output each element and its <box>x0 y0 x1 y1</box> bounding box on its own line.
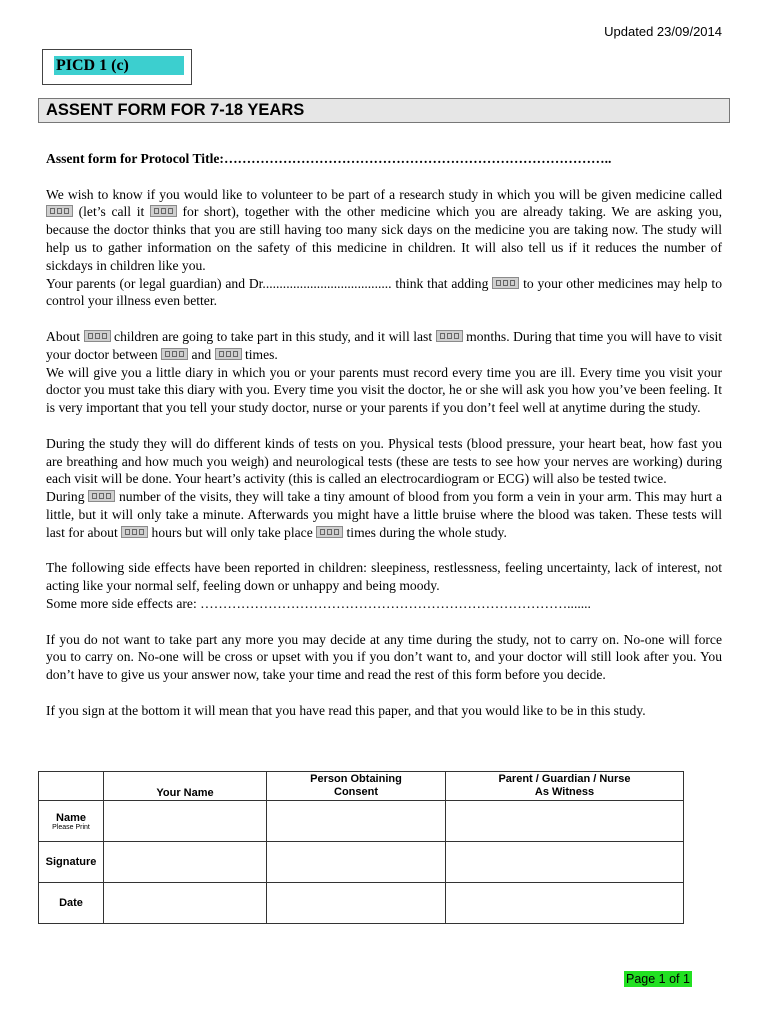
visits-max-field[interactable] <box>215 348 242 360</box>
paragraph-parents: Your parents (or legal guardian) and Dr...................................... think that adding to your other medicines may help to control your illness even better. <box>46 275 722 309</box>
added-medicine-field[interactable] <box>492 277 519 289</box>
updated-date: Updated 23/09/2014 <box>604 24 722 39</box>
col-your-name: Your Name <box>104 772 267 801</box>
visits-min-field[interactable] <box>161 348 188 360</box>
paragraph-more-side-effects: Some more side effects are: ………………………………………………………………………....... <box>46 595 591 611</box>
form-title: ASSENT FORM FOR 7-18 YEARS <box>38 98 730 123</box>
medicine-name-field[interactable] <box>46 205 73 217</box>
row-label-date: Date <box>39 883 104 924</box>
blood-visits-field[interactable] <box>88 490 115 502</box>
consenter-date-input[interactable] <box>267 883 446 924</box>
consenter-signature-input[interactable] <box>267 842 446 883</box>
witness-name-input[interactable] <box>446 801 684 842</box>
paragraph-participants: About children are going to take part in this study, and it will last months. During that time you will have to visit your doctor between and times. <box>46 328 722 362</box>
row-label-name: Name Please Print <box>39 801 104 842</box>
paragraph-blood: During number of the visits, they will take a tiny amount of blood from you form a vein in your arm. This may hurt a little, but it will only take a minute. Afterwards you might have a little bruise where the blood was taken. These tests will last for about hours but will only take place times during the whole study. <box>46 489 722 540</box>
your-signature-input[interactable] <box>104 842 267 883</box>
witness-signature-input[interactable] <box>446 842 684 883</box>
form-code: PICD 1 (c) <box>54 56 184 75</box>
paragraph-side-effects: The following side effects have been reported in children: sleepiness, restlessness, feeling uncertainty, lack of interest, not acting like your normal self, feeling down or unhappy and being moody. <box>46 560 722 594</box>
paragraph-intro: We wish to know if you would like to volunteer to be part of a research study in which you will be given medicine called (let’s call it for short), together with the other medicine which you are already taking. We are asking you, because the doctor thinks that you are still having too many sick days on the medicine you are taking now. The study will help us to gather information on the safety of this medicine in children. It will also tell us if it reduces the number of sickdays in children like you. <box>46 186 723 273</box>
children-count-field[interactable] <box>84 330 111 342</box>
paragraph-withdraw: If you do not want to take part any more you may decide at any time during the study, not to carry on. No-one will force you to carry on. No-one will be cross or upset with you if you don’t want to, and your doctor will still look after you. You don’t have to give us your answer now, take your time and read the rest of this form before you decide. <box>46 631 722 683</box>
page-number: Page 1 of 1 <box>626 972 690 986</box>
col-witness: Parent / Guardian / Nurse As Witness <box>446 772 684 801</box>
please-print-note: Please Print <box>52 823 90 831</box>
paragraph-tests: During the study they will do different kinds of tests on you. Physical tests (blood pressure, your heart beat, how fast you are breathing and how much you weigh) and neurological tests (these are tests to see how your nerves are working) during each visit will be done. Your heart’s activity (this is called an electrocardiogram or ECG) will also be tested twice. <box>46 435 722 487</box>
row-label-signature: Signature <box>39 842 104 883</box>
table-header-row <box>39 772 684 801</box>
medicine-short-name-field[interactable] <box>150 205 177 217</box>
protocol-title: Assent form for Protocol Title:………………………………………………………………………….. <box>46 151 612 166</box>
paragraph-diary: We will give you a little diary in which you or your parents must record every time you are ill. Every time you visit your doctor you must take this diary with you. Every time you visit the doctor, he or she will ask you how you’ve been feeling. It is very important that you tell your study doctor, nurse or your parents if you don’t feel well at anytime during the study. <box>46 364 722 416</box>
form-body <box>46 150 722 720</box>
witness-date-input[interactable] <box>446 883 684 924</box>
test-hours-field[interactable] <box>121 526 148 538</box>
form-code-box <box>42 49 192 85</box>
table-row-name <box>39 801 684 842</box>
table-row-date <box>39 883 684 924</box>
col-person-obtaining-consent: Person Obtaining Consent <box>267 772 446 801</box>
your-name-input[interactable] <box>104 801 267 842</box>
consenter-name-input[interactable] <box>267 801 446 842</box>
paragraph-sign: If you sign at the bottom it will mean that you have read this paper, and that you would like to be in this study. <box>46 702 646 718</box>
test-times-field[interactable] <box>316 526 343 538</box>
corner-cell <box>39 772 104 801</box>
study-months-field[interactable] <box>436 330 463 342</box>
signature-table <box>38 771 684 924</box>
your-date-input[interactable] <box>104 883 267 924</box>
table-row-signature <box>39 842 684 883</box>
